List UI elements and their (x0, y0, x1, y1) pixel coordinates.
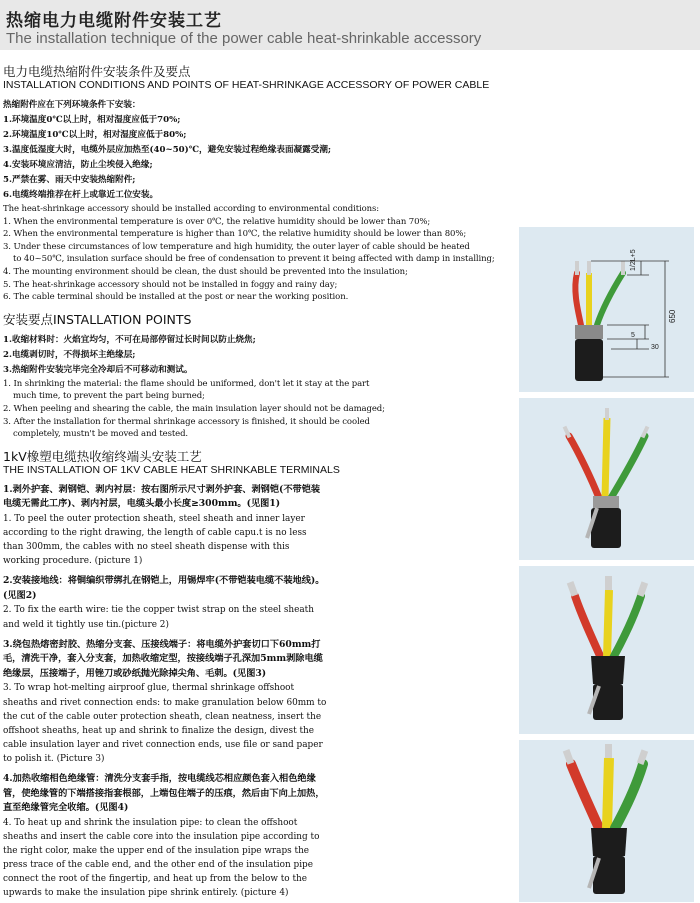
copper-twist-strap (593, 496, 619, 508)
conditions-heading-cn: 电力电缆热缩附件安装条件及要点 (3, 64, 191, 79)
earth-wire-diagram (519, 398, 694, 560)
step-text-cn: 4.加热收缩相色绝缘管：清洗分支套手指，按电缆线芯相应颜色套入相色绝缘管，使绝缘管的下端搭接指套根部，上端包住端子的压痕，然后由下向上加热，直至绝缘管完全收缩。(见图4) (3, 773, 325, 814)
condition-item-en: 3. Under these circumstances of low temperature and high humidity, the outer layer of cable should be heated (3, 241, 470, 252)
condition-item-cn: 6.电缆终端推荐在杆上或靠近工位安装。 (3, 190, 159, 200)
conductor-end (563, 426, 572, 439)
condition-item-cn: 5.严禁在雾、雨天中安装热缩附件; (3, 175, 136, 185)
conditions-intro-cn: 热缩附件应在下列环境条件下安装： (3, 100, 141, 110)
steel-sheath (575, 325, 603, 339)
green-phase-core (613, 596, 641, 658)
conductor-end (575, 261, 579, 275)
outer-sheath (575, 339, 603, 381)
lug-terminal (567, 581, 578, 597)
page-title-en: The installation technique of the power cable heat-shrinkable accessory (6, 30, 482, 47)
point-item-cn: 2.电缆剥切时，不得损坏主绝缘层; (3, 349, 136, 360)
branch-sleeve-diagram (519, 566, 694, 734)
condition-item-en: 2. When the environmental temperature is higher than 10℃, the relative humidity should be lower than 80%; (3, 229, 467, 240)
step-text-en: 1. To peel the outer protection sheath, steel sheath and inner layer according to the right drawing, the length of cable capu.t is no less than 300mm, the cables with no steel sheath dispense with this working procedure. (picture 1) (3, 513, 307, 567)
conditions-intro-en: The heat-shrinkage accessory should be installed according to environmental conditions: (3, 204, 380, 214)
yellow-phase-core (607, 590, 609, 658)
conductor-end (605, 408, 609, 420)
point-item-en: 1. In shrinking the material: the flame should be uniformed, don't let it stay at the part (3, 378, 370, 389)
condition-item-en: 6. The cable terminal should be installed at the post or near the working position. (3, 292, 349, 303)
cable-strip-diagram (519, 227, 694, 392)
figure-4-panel (519, 740, 694, 902)
condition-item-cn: 2.环境温度10℃以上时，相对湿度应低于80%; (3, 130, 187, 140)
figure-2-panel (519, 398, 694, 560)
branch-sleeve (591, 656, 625, 684)
green-insulation-pipe (615, 764, 643, 828)
lug-terminal (605, 744, 612, 758)
condition-item-en: 5. The heat-shrinkage accessory should not be installed in foggy and rainy day; (3, 279, 338, 290)
conductor-end (621, 261, 625, 275)
insulation-pipe-diagram (519, 740, 694, 902)
points-heading: 安装要点INSTALLATION POINTS (3, 311, 192, 327)
step-text-en: 3. To wrap hot-melting airproof glue, thermal shrinkage offshoot sheaths and rivet connection ends: to make granulation below 60mm to the cut of the cable outer protection sheath, clean neatness, insert the offshoot sheaths, heat up and shrink to finalize the design, divest the cable insulation layer and rivet connection ends, use file or sand paper to polish it. (Picture 3) (3, 683, 327, 764)
branch-sleeve (591, 828, 627, 856)
red-phase-core (575, 596, 601, 658)
green-phase-core (611, 436, 645, 498)
dim-label-total: 650 (668, 309, 677, 323)
step-text-cn: 1.剥外护套、剥钢铠、剥内衬层：按右图所示尺寸剥外护套、剥钢铠(不带铠装电缆无需此工序)、剥内衬层，电缆头最小长度≥300mm。(见图1) (3, 483, 321, 510)
dim-label-top: 1/2L+5 (630, 249, 637, 271)
condition-item-cn: 4.安装环境应清洁，防止尘埃侵入绝缘; (3, 160, 153, 170)
text-column (3, 64, 515, 900)
dim-label-b: 30 (651, 344, 659, 351)
point-item-cn: 3.热缩附件安装完毕完全冷却后不可移动和测试。 (3, 364, 193, 375)
point-item-cn: 1.收缩材料时：火焰宜均匀，不可在局部停留过长时间以防止烧焦; (3, 334, 256, 345)
conductor-end (587, 261, 591, 275)
red-insulation-pipe (571, 764, 599, 828)
terminals-heading-cn: 1kV橡塑电缆热收缩终端头安装工艺 (3, 448, 202, 464)
page-title-cn: 热缩电力电缆附件安装工艺 (6, 11, 222, 31)
conditions-heading-en: INSTALLATION CONDITIONS AND POINTS OF HEAT-SHRINKAGE ACCESSORY OF POWER CABLE (3, 79, 490, 91)
header-band (0, 0, 700, 50)
point-item-en: much time, to prevent the part being burned; (13, 391, 205, 402)
lug-terminal (605, 576, 612, 590)
figure-3-panel (519, 566, 694, 734)
lug-terminal (637, 581, 648, 597)
step-text-en: 2. To fix the earth wire: tie the copper twist strap on the steel sheath and weld it tightly use tin.(picture 2) (3, 605, 314, 630)
step-text-cn: 2.安装接地线：将铜编织带绑扎在钢铠上，用锡焊牢(不带铠装电缆不装地线)。(见图2) (3, 575, 325, 601)
figure-1-panel (519, 227, 694, 392)
lug-terminal (563, 749, 574, 765)
point-item-en: 3. After the installation for thermal shrinkage accessory is finished, it should be cooled (3, 416, 370, 427)
point-item-en: 2. When peeling and shearing the cable, the main insulation layer should not be damaged; (3, 403, 385, 414)
condition-item-en: to 40~50℃, insulation surface should be free of condensation to prevent it being affected with damp in installing; (13, 254, 495, 265)
terminals-heading-en: THE INSTALLATION OF 1KV CABLE HEAT SHRINKABLE TERMINALS (3, 463, 340, 476)
green-phase-core (597, 273, 623, 325)
yellow-insulation-pipe (607, 758, 609, 828)
dim-label-a: 5 (631, 332, 635, 339)
condition-item-cn: 1.环境温度0℃以上时，相对湿度应低于70%; (3, 115, 181, 125)
condition-item-en: 1. When the environmental temperature is over 0℃, the relative humidity should be lower than 70%; (3, 216, 431, 227)
step-text-en: 4. To heat up and shrink the insulation pipe: to clean the offshoot sheaths and insert the cable core into the insulation pipe according to the right color, make the upper end of the insulation pipe wraps the press trace of the cable end, and the other end of the insulation pipe connect the root of the fingertip, and heat up from the below to the upwards to make the insulation pipe shrink entirely. (picture 4) (3, 817, 320, 899)
yellow-phase-core (605, 418, 607, 498)
condition-item-en: 4. The mounting environment should be clean, the dust should be prevented into the insulation; (3, 266, 408, 277)
red-phase-core (575, 273, 581, 325)
point-item-en: completely, mustn't be moved and tested. (13, 429, 189, 440)
red-phase-core (569, 436, 599, 498)
condition-item-cn: 3.温度低湿度大时，电缆外层应加热至(40~50)℃，避免安装过程绝缘表面凝露受潮; (3, 145, 332, 155)
step-text-cn: 3.绕包热熔密封胶、热缩分支套、压接线端子：将电缆外护套切口下60mm打毛，清洗干净，套入分支套，加热收缩定型，按接线端子孔深加5mm剥除电缆绝缘层，压接端子，用锉刀或砂纸抛光除掉尖角、毛刺。(见图3) (3, 638, 323, 679)
